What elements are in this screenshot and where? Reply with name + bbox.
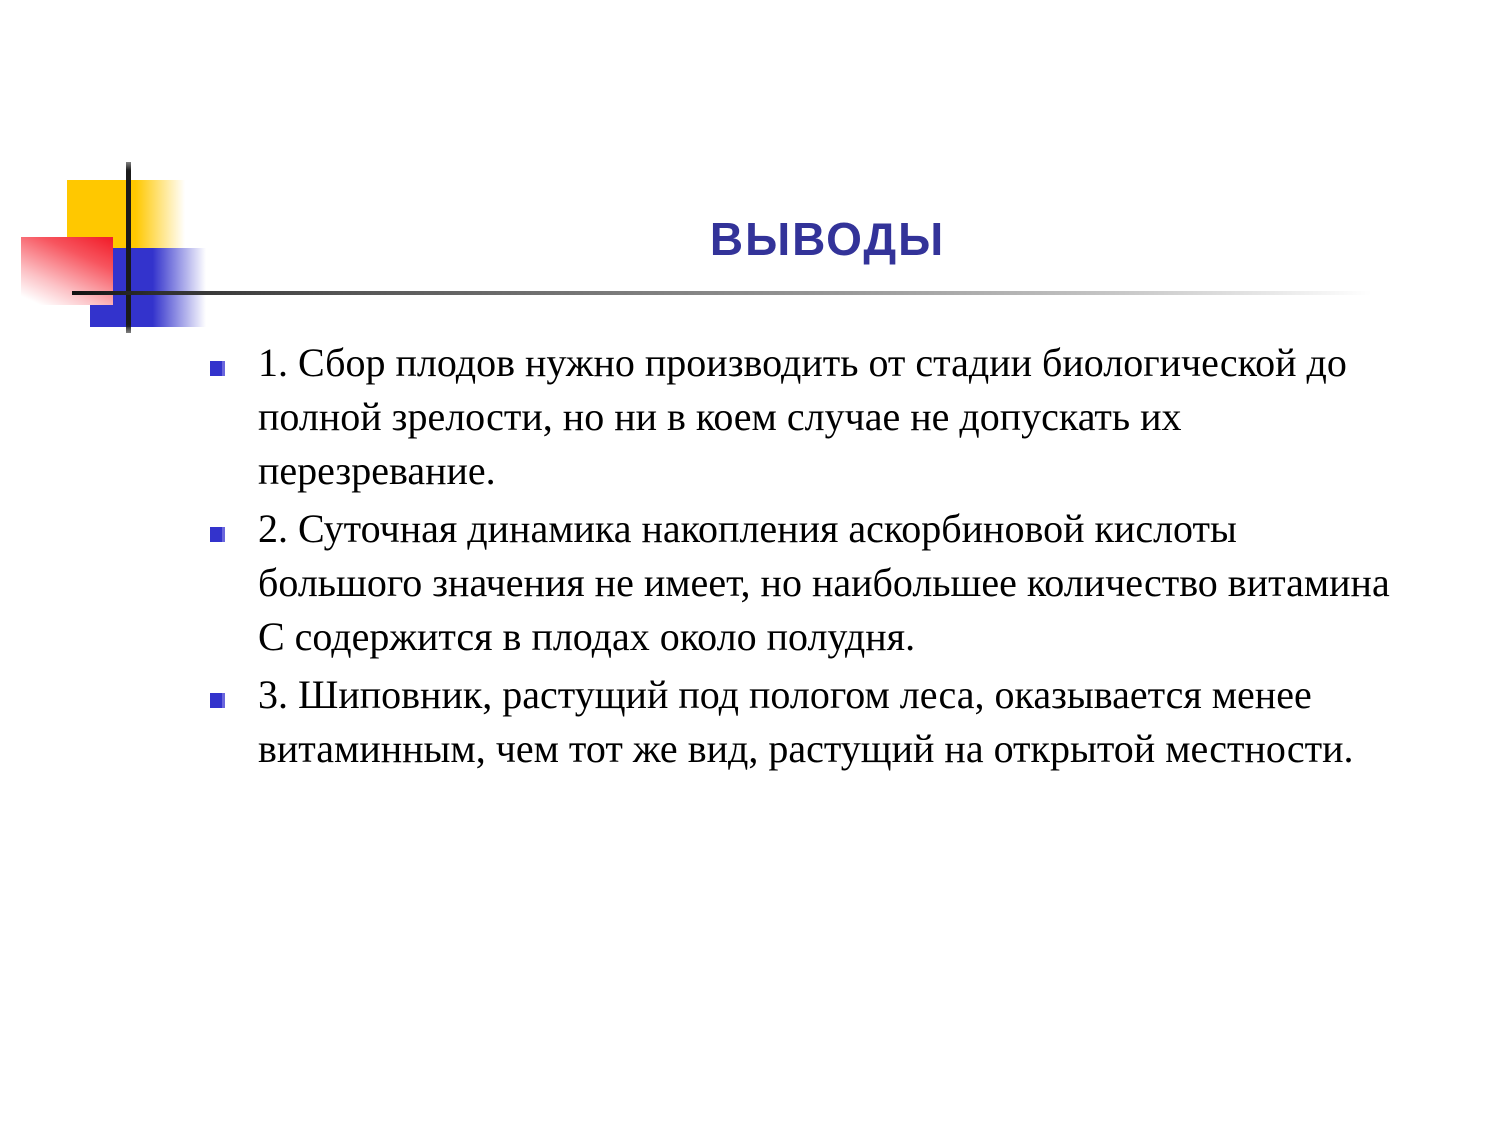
slide-title: ВЫВОДЫ (709, 213, 946, 265)
bullet-1-line-3: перезревание. (258, 448, 496, 493)
square-bullet-icon (210, 527, 225, 542)
title-separator-rule (72, 291, 1412, 295)
bullet-item-1 (210, 336, 1466, 498)
bullet-list (210, 336, 1466, 780)
bullet-2-line-1: 2. Суточная динамика накопления аскорбиновой кислоты (258, 506, 1237, 551)
bullet-item-2 (210, 502, 1466, 664)
bullet-3-line-2: витаминным, чем тот же вид, растущий на открытой местности. (258, 726, 1354, 771)
bullet-item-3 (210, 668, 1466, 776)
bullet-3-line-1: 3. Шиповник, растущий под пологом леса, оказывается менее (258, 672, 1312, 717)
square-bullet-icon (210, 361, 225, 376)
bullet-2-line-3: С содержится в плодах около полудня. (258, 614, 916, 659)
square-bullet-icon (210, 693, 225, 708)
bullet-1-line-2: полной зрелости, но ни в коем случае не допускать их (258, 394, 1182, 439)
bullet-2-line-2: большого значения не имеет, но наибольшее количество витамина (258, 560, 1390, 605)
bullet-1-line-1: 1. Сбор плодов нужно производить от стадии биологической до (258, 340, 1347, 385)
logo-vertical-cross-line (126, 162, 131, 333)
